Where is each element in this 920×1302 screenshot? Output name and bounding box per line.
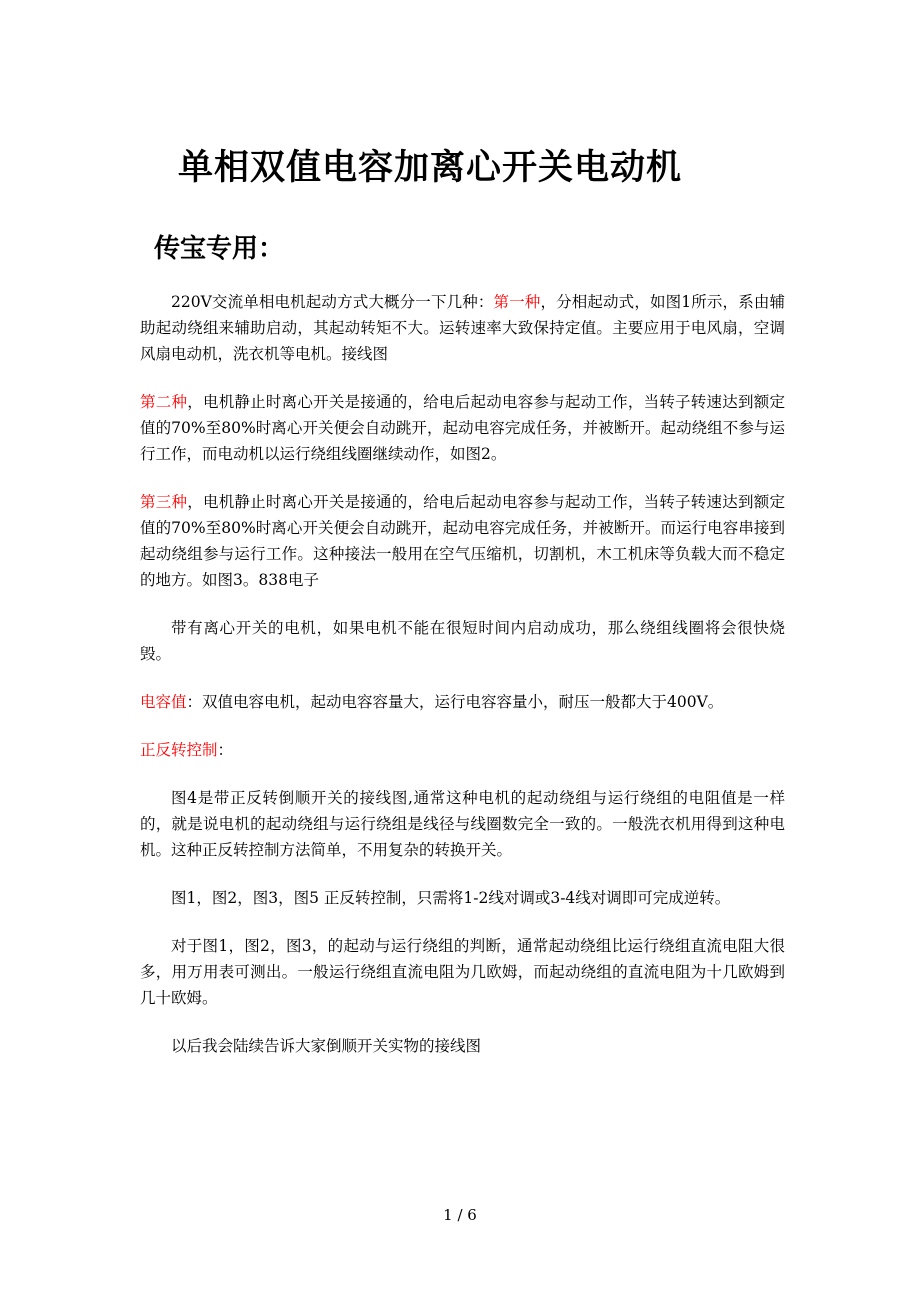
- paragraph-centrifugal-warning: 带有离心开关的电机，如果电机不能在很短时间内启动成功，那么绕组线圈将会很快烧毁。: [140, 619, 785, 663]
- paragraph-reversal-heading: [140, 737, 785, 763]
- document-title: 单相双值电容加离心开关电动机: [178, 148, 683, 188]
- document-body: [140, 289, 785, 1081]
- highlight-first-method: 第一种: [493, 293, 541, 311]
- paragraph-third-method: [140, 489, 785, 593]
- highlight-third-method: 第三种: [140, 493, 188, 511]
- paragraph-lead: 220V交流单相电机起动方式大概分一下几种：: [171, 293, 494, 311]
- paragraph-winding-judgement: 对于图1，图2，图3，的起动与运行绕组的判断，通常起动绕组比运行绕组直流电阻大很多，用万用表可测出。一般运行绕组直流电阻为几欧姆，而起动绕组的直流电阻为十几欧姆到几十欧姆。: [140, 937, 785, 1007]
- paragraph-reversal-method: 图1，图2，图3，图5 正反转控制，只需将1-2线对调或3-4线对调即可完成逆转。: [171, 889, 731, 907]
- paragraph-figure-4: 图4是带正反转倒顺开关的接线图,通常这种电机的起动绕组与运行绕组的电阻值是一样的，就是说电机的起动绕组与运行绕组是线径与线圈数完全一致的。一般洗衣机用得到这种电机。这种正反转控制方法简单，不用复杂的转换开关。: [140, 789, 785, 859]
- page-number: 1 / 6: [443, 1206, 477, 1224]
- paragraph-text: ，电机静止时离心开关是接通的，给电后起动电容参与起动工作，当转子转速达到额定值的70%至80%时离心开关便会自动跳开，起动电容完成任务，并被断开。而运行电容串接到起动绕组参与运行工作。这种接法一般用在空气压缩机，切割机，木工机床等负载大而不稳定的地方。如图3。838电子: [140, 493, 785, 589]
- highlight-reversal-control: 正反转控制: [140, 741, 218, 759]
- paragraph-text: ，分相起动式，如图1所示，系由辅助起动绕组来辅助启动，其起动转矩不大。运转速率大致保持定值。主要应用于电风扇，空调风扇电动机，洗衣机等电机。接线图: [140, 293, 785, 363]
- paragraph-text: ：双值电容电机，起动电容容量大，运行电容容量小，耐压一般都大于400V。: [186, 693, 724, 711]
- paragraph-text: ：: [217, 741, 234, 759]
- highlight-capacitor-value: 电容值: [140, 693, 187, 711]
- paragraph-capacitor-value: [140, 689, 785, 715]
- highlight-second-method: 第二种: [140, 393, 188, 411]
- paragraph-closing: 以后我会陆续告诉大家倒顺开关实物的接线图: [171, 1037, 482, 1055]
- paragraph-first-method: [140, 289, 785, 367]
- paragraph-second-method: [140, 389, 785, 467]
- document-subtitle: 传宝专用：: [154, 234, 285, 264]
- paragraph-text: ，电机静止时离心开关是接通的，给电后起动电容参与起动工作，当转子转速达到额定值的70%至80%时离心开关便会自动跳开，起动电容完成任务，并被断开。起动绕组不参与运行工作，而电动机以运行绕组线圈继续动作，如图2。: [140, 393, 785, 463]
